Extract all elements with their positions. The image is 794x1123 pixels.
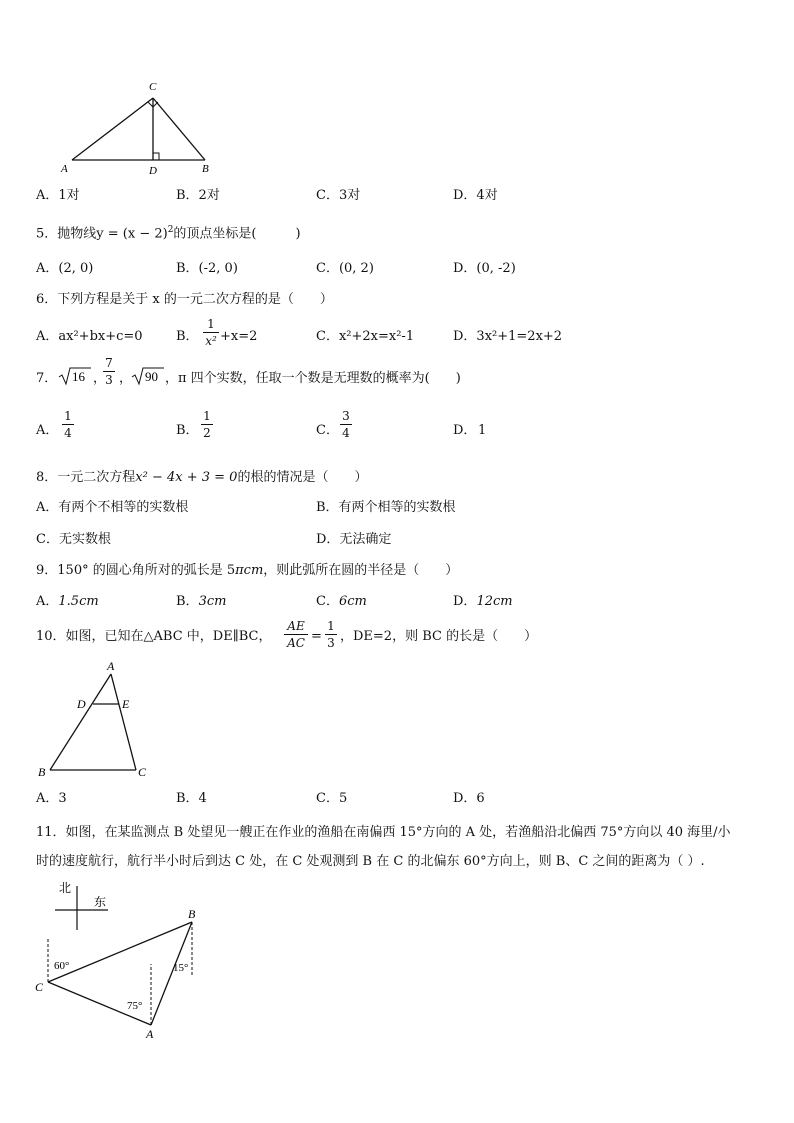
q9-c-label: C． xyxy=(316,594,339,609)
label-d: D xyxy=(149,165,157,177)
label-b: B xyxy=(202,163,209,175)
q10-stem-post: ，DE=2，则 BC 的长是（ ） xyxy=(340,629,538,644)
q5-option-d: D．(0, -2) xyxy=(453,261,516,276)
q5-option-b: B．(-2, 0) xyxy=(176,261,238,276)
compass-east: 东 xyxy=(94,895,107,909)
q9-stem-post: ，则此弧所在圆的半径是（ ） xyxy=(263,563,459,578)
q6-option-b-rest: +x=2 xyxy=(220,329,258,344)
q10-fraction-1-3 xyxy=(325,620,337,649)
q6-stem: 6．下列方程是关于 x 的一元二次方程的是（ ） xyxy=(36,292,333,307)
q7-root2: 90 xyxy=(145,369,158,384)
q9-stem-pre: 9．150° 的圆心角所对的弧长是 5 xyxy=(36,563,236,578)
q9-option-c xyxy=(316,595,367,608)
q7-option-d-label: D． xyxy=(453,423,477,438)
q8-option-a: A．有两个不相等的实数根 xyxy=(36,500,189,515)
q10-frac-den: AC xyxy=(287,636,305,650)
compass-north: 北 xyxy=(59,881,72,895)
q10-frac-num: AE xyxy=(287,619,305,633)
label-c: C xyxy=(35,980,44,994)
q5-option-c: C．(0, 2) xyxy=(316,261,374,276)
q8-option-d: D．无法确定 xyxy=(316,532,392,547)
q6-option-c: C．x²+2x=x²-1 xyxy=(316,329,415,344)
q7-c-den: 4 xyxy=(342,426,350,440)
q11-line-2: 时的速度航行，航行半小时后到达 C 处，在 C 处观测到 B 在 C 的北偏东 60°方向上，则 B、C 之间的距离为（ ）. xyxy=(36,854,705,869)
q6-option-d: D．3x²+1=2x+2 xyxy=(453,329,563,344)
q6-b-den: x² xyxy=(205,334,217,348)
q10-equals: = xyxy=(311,629,322,644)
q5-stem-post: 的顶点坐标是( ) xyxy=(173,226,301,242)
q4-option-a: A．1对 xyxy=(36,188,80,203)
q7-frac-den: 3 xyxy=(105,373,113,387)
q9-option-b xyxy=(176,595,226,608)
q9-b-label: B． xyxy=(176,594,199,609)
q10-rhs-den: 3 xyxy=(327,636,335,650)
label-a: A xyxy=(107,659,115,673)
figure-q11-navigation xyxy=(30,878,220,1043)
q6-option-a: A．ax²+bx+c=0 xyxy=(36,329,143,344)
label-b: B xyxy=(188,907,196,921)
q7-b-num: 1 xyxy=(203,409,211,423)
q7-option-c-fraction xyxy=(340,410,352,439)
q7-option-b-fraction xyxy=(201,410,213,439)
q5-stem xyxy=(36,226,301,240)
q10-fraction-ae-ac xyxy=(284,620,308,649)
label-e: E xyxy=(122,697,130,711)
figure-q10-triangle xyxy=(36,658,156,783)
q9-option-a xyxy=(36,595,99,608)
q7-comma2: ， xyxy=(119,371,133,386)
q7-number: 7． xyxy=(36,371,58,386)
q5-stem-pre: 5．抛物线 xyxy=(36,226,97,242)
q9-option-d xyxy=(453,595,513,608)
q7-a-num: 1 xyxy=(64,409,72,423)
q7-option-d-value: 1 xyxy=(478,423,487,438)
q6-b-num: 1 xyxy=(207,317,215,331)
q9-a-label: A． xyxy=(36,594,59,609)
q7-root1: 16 xyxy=(72,369,85,384)
q5-option-a: A．(2, 0) xyxy=(36,261,94,276)
q7-option-a-label: A． xyxy=(36,423,59,438)
q7-comma1: ， xyxy=(93,371,107,386)
q9-d-value: 12cm xyxy=(476,594,513,609)
q5-formula: y = (x − 2) xyxy=(96,226,168,242)
q10-option-a: A．3 xyxy=(36,791,67,806)
label-d: D xyxy=(77,697,86,711)
q4-option-b: B．2对 xyxy=(176,188,220,203)
q7-option-a-fraction xyxy=(62,410,74,439)
q7-stem-rest: ，π 四个实数，任取一个数是无理数的概率为( ) xyxy=(165,371,461,386)
q7-option-b-label: B． xyxy=(176,423,199,438)
q9-c-value: 6cm xyxy=(338,594,367,609)
label-b: B xyxy=(38,765,46,779)
q9-a-value: 1.5cm xyxy=(58,594,99,609)
q4-option-c: C．3对 xyxy=(316,188,361,203)
label-a: A xyxy=(61,163,68,175)
q9-pi-cm: πcm xyxy=(235,563,264,578)
q8-stem-pre: 8．一元二次方程 xyxy=(36,470,136,485)
q11-line-1: 11．如图，在某监测点 B 处望见一艘正在作业的渔船在南偏西 15°方向的 A 处，若渔船沿北偏西 75°方向以 40 海里/小 xyxy=(36,825,731,840)
q7-sqrt-90 xyxy=(131,366,165,386)
q8-option-c: C．无实数根 xyxy=(36,532,111,547)
q7-c-num: 3 xyxy=(342,409,350,423)
q9-d-label: D． xyxy=(453,594,477,609)
q5-sup: 2 xyxy=(167,225,174,235)
figure-q4-triangle xyxy=(55,78,225,178)
angle-15: 15° xyxy=(173,962,189,974)
q8-equation: x² − 4x + 3 = 0 xyxy=(135,470,238,485)
angle-60: 60° xyxy=(54,960,70,972)
angle-75: 75° xyxy=(127,1000,143,1012)
q7-option-c-label: C． xyxy=(316,423,339,438)
q10-option-c: C．5 xyxy=(316,791,348,806)
q10-stem-pre: 10．如图，已知在△ABC 中，DE∥BC， xyxy=(36,629,272,644)
q10-rhs-num: 1 xyxy=(327,619,335,633)
label-c: C xyxy=(149,81,157,93)
q7-fraction-7-3 xyxy=(103,357,115,386)
q7-frac-num: 7 xyxy=(105,356,113,370)
q6-option-b-fraction xyxy=(203,318,219,347)
q8-stem xyxy=(36,471,367,484)
q8-option-b: B．有两个相等的实数根 xyxy=(316,500,456,515)
label-c: C xyxy=(138,765,147,779)
q7-b-den: 2 xyxy=(203,426,211,440)
q9-stem xyxy=(36,564,458,577)
q7-a-den: 4 xyxy=(64,426,72,440)
q9-b-value: 3cm xyxy=(198,594,227,609)
q4-option-d: D．4对 xyxy=(453,188,498,203)
q10-option-d: D．6 xyxy=(453,791,485,806)
q8-stem-post: 的根的情况是（ ） xyxy=(237,470,368,485)
label-a: A xyxy=(146,1027,154,1041)
q7-sqrt-16 xyxy=(58,366,92,386)
q10-option-b: B．4 xyxy=(176,791,207,806)
q6-option-b-label: B． xyxy=(176,329,199,344)
